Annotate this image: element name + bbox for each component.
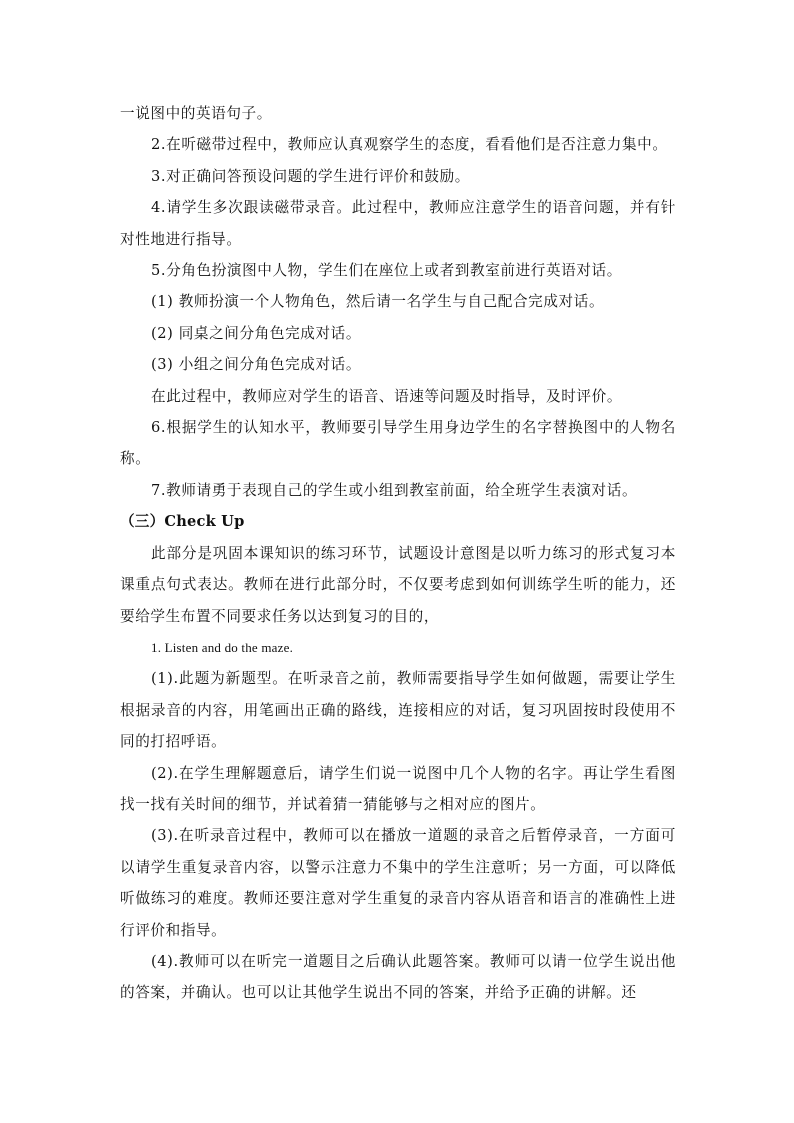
paragraph-step-2: 2.在听磁带过程中，教师应认真观察学生的态度，看看他们是否注意力集中。 [151, 136, 668, 154]
paragraph-exercise-4: (4).教师可以在听完一道题目之后确认此题答案。教师可以请一位学生说出他的答案，并确认。也可以让其他学生说出不同的答案，并给予正确的讲解。还 [120, 952, 676, 1002]
paragraph-continuation: 一说图中的英语句子。 [120, 105, 272, 122]
paragraph-exercise-3: (3).在听录音过程中，教师可以在播放一道题的录音之后暂停录音，一方面可以请学生重复录音内容，以警示注意力不集中的学生注意听；另一方面，可以降低听做练习的难度。教师还要注意对学生重复的录音内容从语音和语言的准确性上进行评价和指导。 [120, 827, 676, 939]
paragraph-note: 在此过程中，教师应对学生的语音、语速等问题及时指导，及时评价。 [151, 387, 623, 405]
paragraph-step-6: 6.根据学生的认知水平，教师要引导学生用身边学生的名字替换图中的人物名称。 [120, 419, 676, 468]
sub-item-2: (2) 同桌之间分角色完成对话。 [151, 324, 362, 342]
paragraph-step-5: 5.分角色扮演图中人物，学生们在座位上或者到教室前进行英语对话。 [151, 262, 622, 280]
paragraph-exercise-2: (2).在学生理解题意后，请学生们说一说图中几个人物的名字。再让学生看图找一找有关时间的细节，并试着猜一猜能够与之相对应的图片。 [120, 764, 676, 813]
paragraph-section-intro: 此部分是巩固本课知识的练习环节，试题设计意图是以听力练习的形式复习本课重点句式表达。教师在进行此部分时，不仅要考虑到如何训练学生听的能力，还要给学生布置不同要求任务以达到复习的目的， [120, 544, 676, 625]
sub-item-1: (1) 教师扮演一个人物角色，然后请一名学生与自己配合完成对话。 [151, 293, 605, 311]
paragraph-step-7: 7.教师请勇于表现自己的学生或小组到教室前面，给全班学生表演对话。 [151, 481, 638, 499]
sub-item-3: (3) 小组之间分角色完成对话。 [151, 356, 362, 374]
section-heading: （三）Check Up [120, 513, 245, 531]
document-page [120, 98, 676, 1009]
paragraph-exercise-1: (1).此题为新题型。在听录音之前，教师需要指导学生如何做题，需要让学生根据录音的内容，用笔画出正确的路线，连接相应的对话，复习巩固按时段使用不同的打招呼语。 [120, 670, 676, 751]
paragraph-step-3: 3.对正确问答预设问题的学生进行评价和鼓励。 [151, 167, 471, 185]
paragraph-step-4: 4.请学生多次跟读磁带录音。此过程中，教师应注意学生的语音问题，并有针对性地进行指导。 [120, 199, 676, 248]
exercise-title: 1. Listen and do the maze. [151, 639, 294, 655]
